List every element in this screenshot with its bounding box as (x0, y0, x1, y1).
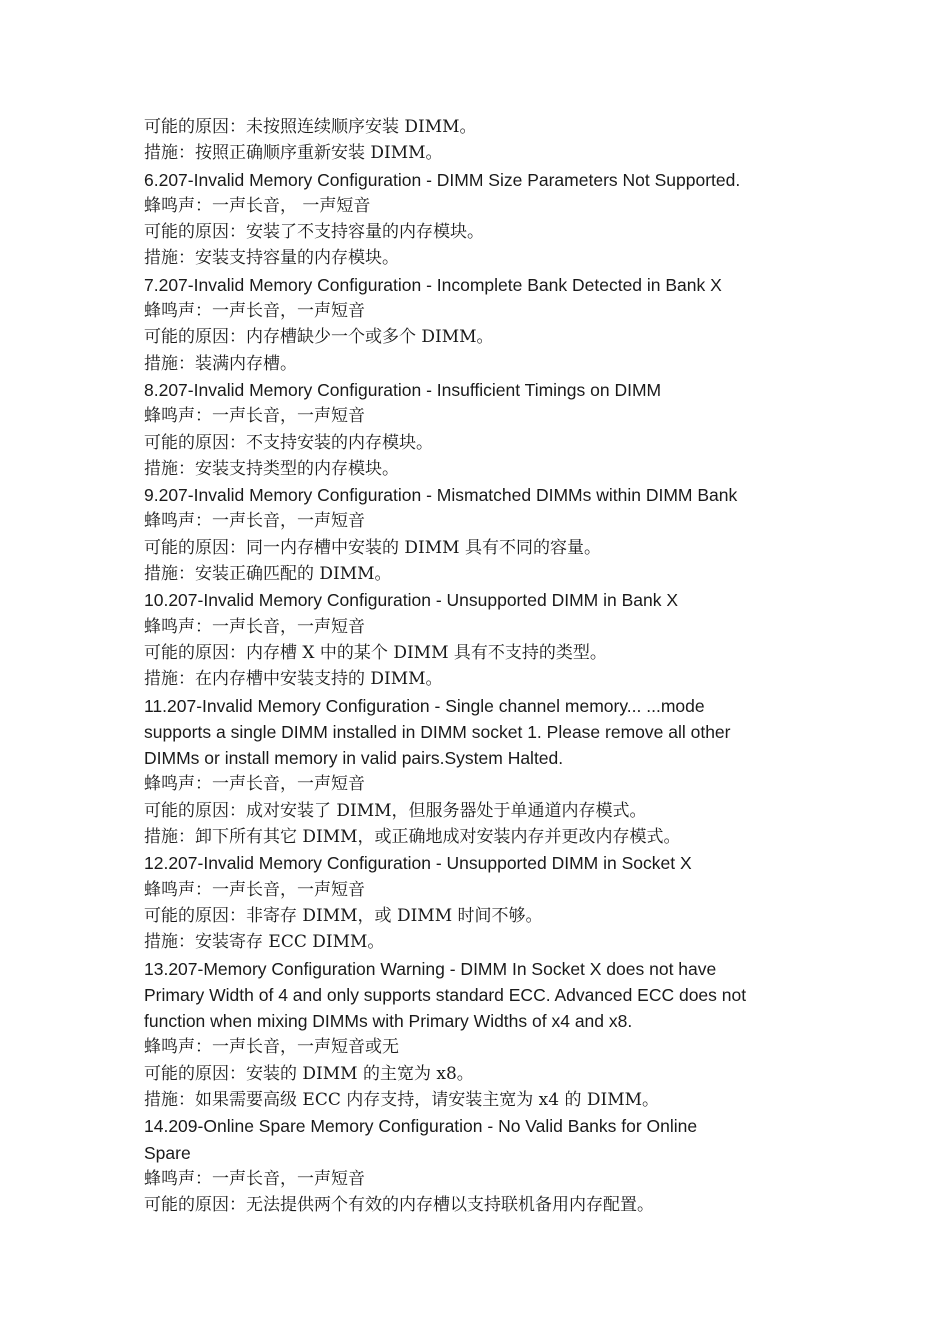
text-line: 蜂鸣声：一声长音，一声短音 (144, 879, 365, 900)
text-line: 措施：安装寄存 ECC DIMM。 (144, 932, 385, 953)
text-line: 措施：按照正确顺序重新安装 DIMM。 (144, 143, 443, 164)
text-line: 措施：在内存槽中安装支持的 DIMM。 (144, 669, 443, 690)
text-line: 蜂鸣声：一声长音， 一声短音 (144, 195, 371, 216)
heading-line: Spare (144, 1142, 191, 1163)
section-heading-14 (144, 1113, 824, 1166)
section-heading: 10.207-Invalid Memory Configuration - Unsupported DIMM in Bank X (144, 590, 678, 611)
text-line: 可能的原因：未按照连续顺序安装 DIMM。 (144, 117, 477, 137)
text-line: 措施：装满内存槽。 (144, 353, 297, 374)
text-line: 可能的原因：同一内存槽中安装的 DIMM 具有不同的容量。 (144, 537, 601, 558)
document-page (144, 114, 824, 1218)
heading-line: 11.207-Invalid Memory Configuration - Single channel memory... ...mode (144, 695, 705, 716)
text-line: 措施：安装正确匹配的 DIMM。 (144, 564, 392, 585)
section-heading: 9.207-Invalid Memory Configuration - Mismatched DIMMs within DIMM Bank (144, 485, 738, 506)
text-line: 可能的原因：无法提供两个有效的内存槽以支持联机备用内存配置。 (144, 1195, 654, 1216)
text-line: 蜂鸣声：一声长音，一声短音或无 (144, 1037, 399, 1058)
section-heading: 7.207-Invalid Memory Configuration - Incomplete Bank Detected in Bank X (144, 274, 722, 295)
heading-line: Primary Width of 4 and only supports standard ECC. Advanced ECC does not (144, 984, 747, 1005)
text-line: 可能的原因：内存槽 X 中的某个 DIMM 具有不支持的类型。 (144, 642, 607, 663)
text-line: 措施：安装支持容量的内存模块。 (144, 248, 399, 269)
heading-line: supports a single DIMM installed in DIMM socket 1. Please remove all other (144, 721, 731, 742)
heading-line: DIMMs or install memory in valid pairs.System Halted. (144, 748, 564, 769)
section-heading: 6.207-Invalid Memory Configuration - DIMM Size Parameters Not Supported. (144, 169, 741, 190)
text-line: 可能的原因：非寄存 DIMM，或 DIMM 时间不够。 (144, 905, 543, 926)
text-line: 蜂鸣声：一声长音，一声短音 (144, 774, 365, 795)
text-line: 蜂鸣声：一声长音，一声短音 (144, 1168, 365, 1189)
heading-line: 14.209-Online Spare Memory Configuration - No Valid Banks for Online (144, 1116, 698, 1137)
text-line: 可能的原因：成对安装了 DIMM，但服务器处于单通道内存模式。 (144, 800, 647, 821)
heading-line: function when mixing DIMMs with Primary Widths of x4 and x8. (144, 1011, 633, 1032)
text-line: 蜂鸣声：一声长音，一声短音 (144, 301, 365, 322)
text-line: 可能的原因：安装的 DIMM 的主宽为 x8。 (144, 1063, 474, 1084)
section-heading-13 (144, 956, 824, 1035)
section-heading-11 (144, 693, 824, 772)
text-line: 措施：安装支持类型的内存模块。 (144, 458, 399, 479)
text-line: 蜂鸣声：一声长音，一声短音 (144, 511, 365, 532)
text-line: 可能的原因：内存槽缺少一个或多个 DIMM。 (144, 327, 494, 348)
section-heading: 12.207-Invalid Memory Configuration - Unsupported DIMM in Socket X (144, 853, 692, 874)
section-heading: 8.207-Invalid Memory Configuration - Insufficient Timings on DIMM (144, 379, 662, 400)
text-line: 蜂鸣声：一声长音，一声短音 (144, 616, 365, 637)
text-line: 蜂鸣声：一声长音，一声短音 (144, 406, 365, 427)
text-line: 措施：卸下所有其它 DIMM，或正确地成对安装内存并更改内存模式。 (144, 827, 681, 848)
text-line: 可能的原因：安装了不支持容量的内存模块。 (144, 222, 484, 243)
heading-line: 13.207-Memory Configuration Warning - DIMM In Socket X does not have (144, 958, 717, 979)
text-line: 可能的原因：不支持安装的内存模块。 (144, 432, 433, 453)
text-line: 措施：如果需要高级 ECC 内存支持，请安装主宽为 x4 的 DIMM。 (144, 1089, 660, 1110)
